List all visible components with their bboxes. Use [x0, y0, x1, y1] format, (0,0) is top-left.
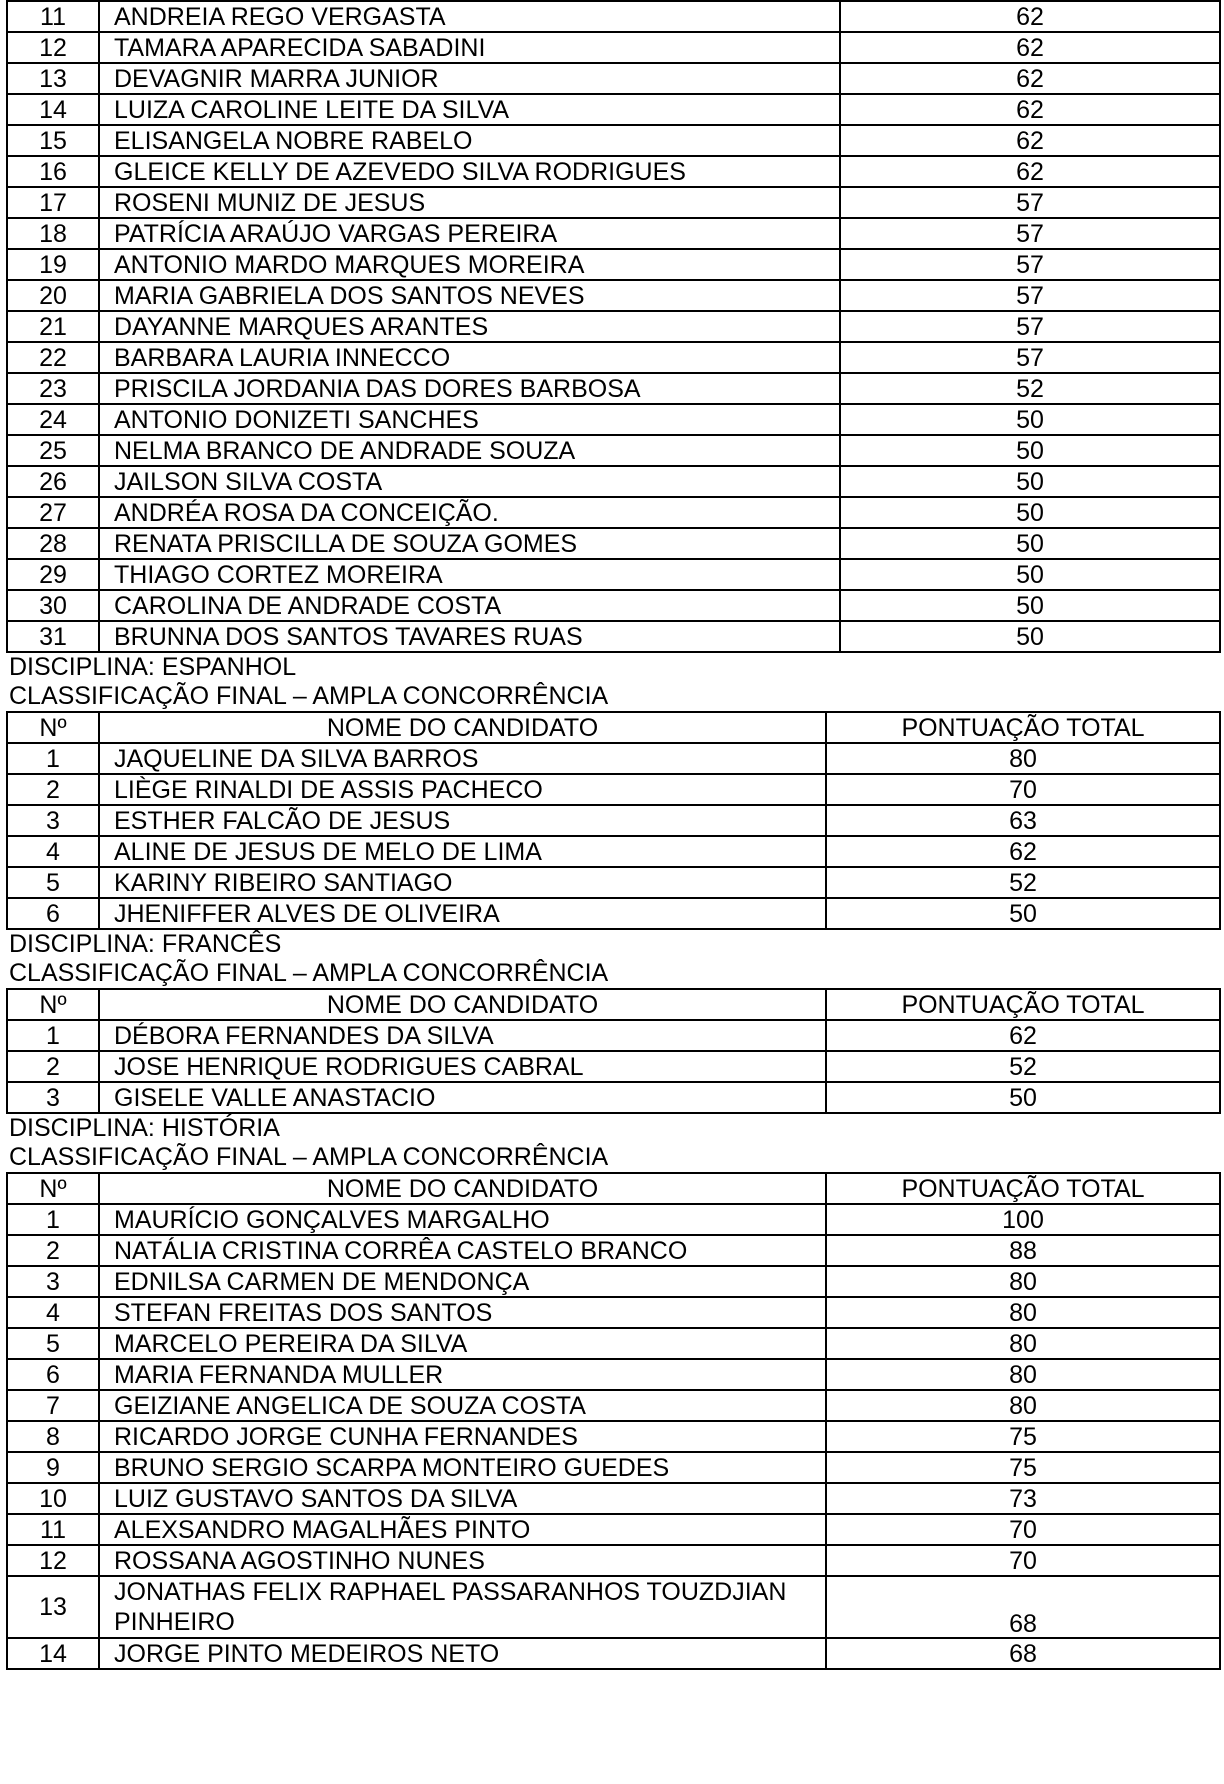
header-score: PONTUAÇÃO TOTAL	[826, 1173, 1220, 1204]
total-score: 100	[826, 1204, 1220, 1235]
table-row	[7, 1576, 1220, 1638]
candidate-name: PRISCILA JORDANIA DAS DORES BARBOSA	[99, 373, 840, 404]
table-row	[7, 311, 1220, 342]
total-score: 57	[840, 187, 1220, 218]
total-score: 50	[840, 590, 1220, 621]
row-number: 21	[7, 311, 99, 342]
header-num: Nº	[7, 989, 99, 1020]
header-num: Nº	[7, 712, 99, 743]
candidate-name: DAYANNE MARQUES ARANTES	[99, 311, 840, 342]
table-row	[7, 867, 1220, 898]
candidate-name: ALINE DE JESUS DE MELO DE LIMA	[99, 836, 826, 867]
candidate-name: RICARDO JORGE CUNHA FERNANDES	[99, 1421, 826, 1452]
row-number: 5	[7, 1328, 99, 1359]
row-number: 13	[7, 63, 99, 94]
candidate-name: MARCELO PEREIRA DA SILVA	[99, 1328, 826, 1359]
candidate-name: RENATA PRISCILLA DE SOUZA GOMES	[99, 528, 840, 559]
row-number: 20	[7, 280, 99, 311]
row-number: 22	[7, 342, 99, 373]
row-number: 19	[7, 249, 99, 280]
candidate-name: NATÁLIA CRISTINA CORRÊA CASTELO BRANCO	[99, 1235, 826, 1266]
table-row	[7, 774, 1220, 805]
candidate-name: DEVAGNIR MARRA JUNIOR	[99, 63, 840, 94]
table-header-row	[7, 1173, 1220, 1204]
table-row	[7, 1359, 1220, 1390]
classification-title-espanhol: CLASSIFICAÇÃO FINAL – AMPLA CONCORRÊNCIA	[9, 682, 609, 710]
row-number: 9	[7, 1452, 99, 1483]
row-number: 4	[7, 1297, 99, 1328]
table-row	[7, 373, 1220, 404]
candidate-name: BRUNO SERGIO SCARPA MONTEIRO GUEDES	[99, 1452, 826, 1483]
classification-title-historia: CLASSIFICAÇÃO FINAL – AMPLA CONCORRÊNCIA	[9, 1143, 609, 1171]
row-number: 26	[7, 466, 99, 497]
candidate-name: BARBARA LAURIA INNECCO	[99, 342, 840, 373]
total-score: 73	[826, 1483, 1220, 1514]
total-score: 57	[840, 342, 1220, 373]
table-row	[7, 125, 1220, 156]
row-number: 6	[7, 898, 99, 929]
table-row	[7, 63, 1220, 94]
table-row	[7, 466, 1220, 497]
row-number: 31	[7, 621, 99, 652]
table-row	[7, 1204, 1220, 1235]
candidate-name: JONATHAS FELIX RAPHAEL PASSARANHOS TOUZDJIAN PINHEIRO	[99, 1576, 826, 1638]
candidate-name: EDNILSA CARMEN DE MENDONÇA	[99, 1266, 826, 1297]
total-score: 57	[840, 280, 1220, 311]
total-score: 50	[840, 621, 1220, 652]
row-number: 3	[7, 1082, 99, 1113]
header-name: NOME DO CANDIDATO	[99, 1173, 826, 1204]
total-score: 68	[826, 1638, 1220, 1669]
row-number: 30	[7, 590, 99, 621]
row-number: 1	[7, 1204, 99, 1235]
candidate-name: ROSSANA AGOSTINHO NUNES	[99, 1545, 826, 1576]
row-number: 3	[7, 805, 99, 836]
total-score: 50	[840, 435, 1220, 466]
total-score: 50	[840, 559, 1220, 590]
row-number: 10	[7, 1483, 99, 1514]
total-score: 80	[826, 743, 1220, 774]
table-header-row	[7, 712, 1220, 743]
table-row	[7, 1638, 1220, 1669]
row-number: 27	[7, 497, 99, 528]
total-score: 62	[840, 156, 1220, 187]
row-number: 24	[7, 404, 99, 435]
table-row	[7, 1020, 1220, 1051]
row-number: 12	[7, 32, 99, 63]
row-number: 14	[7, 1638, 99, 1669]
row-number: 14	[7, 94, 99, 125]
row-number: 13	[7, 1576, 99, 1638]
candidate-name: DÉBORA FERNANDES DA SILVA	[99, 1020, 826, 1051]
row-number: 4	[7, 836, 99, 867]
candidate-name: TAMARA APARECIDA SABADINI	[99, 32, 840, 63]
row-number: 11	[7, 1514, 99, 1545]
document-page	[6, 0, 1221, 1670]
results-table-continued	[6, 0, 1221, 653]
results-table-historia	[6, 1172, 1221, 1670]
candidate-name: JHENIFFER ALVES DE OLIVEIRA	[99, 898, 826, 929]
total-score: 52	[826, 867, 1220, 898]
candidate-name: LIÈGE RINALDI DE ASSIS PACHECO	[99, 774, 826, 805]
header-num: Nº	[7, 1173, 99, 1204]
table-row	[7, 32, 1220, 63]
total-score: 50	[826, 1082, 1220, 1113]
table-row	[7, 342, 1220, 373]
row-number: 18	[7, 218, 99, 249]
table-row	[7, 1235, 1220, 1266]
total-score: 70	[826, 774, 1220, 805]
row-number: 5	[7, 867, 99, 898]
total-score: 88	[826, 1235, 1220, 1266]
table-row	[7, 559, 1220, 590]
candidate-name: GLEICE KELLY DE AZEVEDO SILVA RODRIGUES	[99, 156, 840, 187]
candidate-name: ANDREIA REGO VERGASTA	[99, 1, 840, 32]
discipline-title-frances: DISCIPLINA: FRANCÊS	[9, 930, 282, 958]
candidate-name: ELISANGELA NOBRE RABELO	[99, 125, 840, 156]
total-score: 57	[840, 249, 1220, 280]
total-score: 62	[840, 63, 1220, 94]
table-row	[7, 1452, 1220, 1483]
total-score: 68	[826, 1576, 1220, 1638]
total-score: 50	[840, 528, 1220, 559]
row-number: 1	[7, 1020, 99, 1051]
table-row	[7, 836, 1220, 867]
table-row	[7, 1051, 1220, 1082]
row-number: 15	[7, 125, 99, 156]
total-score: 80	[826, 1359, 1220, 1390]
row-number: 12	[7, 1545, 99, 1576]
table-row	[7, 1421, 1220, 1452]
candidate-name: KARINY RIBEIRO SANTIAGO	[99, 867, 826, 898]
total-score: 80	[826, 1328, 1220, 1359]
total-score: 50	[840, 404, 1220, 435]
row-number: 29	[7, 559, 99, 590]
table-row	[7, 1514, 1220, 1545]
header-name: NOME DO CANDIDATO	[99, 712, 826, 743]
total-score: 62	[840, 125, 1220, 156]
table-header-row	[7, 989, 1220, 1020]
row-number: 11	[7, 1, 99, 32]
row-number: 28	[7, 528, 99, 559]
table-row	[7, 156, 1220, 187]
total-score: 52	[826, 1051, 1220, 1082]
total-score: 80	[826, 1390, 1220, 1421]
header-score: PONTUAÇÃO TOTAL	[826, 989, 1220, 1020]
row-number: 25	[7, 435, 99, 466]
candidate-name: MARIA FERNANDA MULLER	[99, 1359, 826, 1390]
candidate-name: JOSE HENRIQUE RODRIGUES CABRAL	[99, 1051, 826, 1082]
table-row	[7, 249, 1220, 280]
candidate-name: ANDRÉA ROSA DA CONCEIÇÃO.	[99, 497, 840, 528]
table-row	[7, 187, 1220, 218]
total-score: 63	[826, 805, 1220, 836]
table-row	[7, 528, 1220, 559]
candidate-name: JAQUELINE DA SILVA BARROS	[99, 743, 826, 774]
row-number: 23	[7, 373, 99, 404]
table-row	[7, 1082, 1220, 1113]
total-score: 50	[840, 497, 1220, 528]
candidate-name: CAROLINA DE ANDRADE COSTA	[99, 590, 840, 621]
discipline-title-historia: DISCIPLINA: HISTÓRIA	[9, 1114, 280, 1142]
candidate-name: ROSENI MUNIZ DE JESUS	[99, 187, 840, 218]
table-row	[7, 404, 1220, 435]
total-score: 57	[840, 218, 1220, 249]
candidate-name: NELMA BRANCO DE ANDRADE SOUZA	[99, 435, 840, 466]
row-number: 2	[7, 774, 99, 805]
candidate-name: JORGE PINTO MEDEIROS NETO	[99, 1638, 826, 1669]
total-score: 62	[826, 1020, 1220, 1051]
row-number: 17	[7, 187, 99, 218]
candidate-name: MARIA GABRIELA DOS SANTOS NEVES	[99, 280, 840, 311]
table-row	[7, 94, 1220, 125]
row-number: 2	[7, 1235, 99, 1266]
candidate-name: JAILSON SILVA COSTA	[99, 466, 840, 497]
candidate-name: PATRÍCIA ARAÚJO VARGAS PEREIRA	[99, 218, 840, 249]
table-row	[7, 621, 1220, 652]
candidate-name: STEFAN FREITAS DOS SANTOS	[99, 1297, 826, 1328]
table-row	[7, 497, 1220, 528]
table-row	[7, 1483, 1220, 1514]
candidate-name: THIAGO CORTEZ MOREIRA	[99, 559, 840, 590]
total-score: 50	[840, 466, 1220, 497]
table-row	[7, 1, 1220, 32]
candidate-name: MAURÍCIO GONÇALVES MARGALHO	[99, 1204, 826, 1235]
total-score: 75	[826, 1452, 1220, 1483]
total-score: 62	[840, 1, 1220, 32]
row-number: 2	[7, 1051, 99, 1082]
row-number: 8	[7, 1421, 99, 1452]
total-score: 70	[826, 1545, 1220, 1576]
table-row	[7, 590, 1220, 621]
total-score: 75	[826, 1421, 1220, 1452]
total-score: 80	[826, 1297, 1220, 1328]
classification-title-frances: CLASSIFICAÇÃO FINAL – AMPLA CONCORRÊNCIA	[9, 959, 609, 987]
total-score: 62	[840, 32, 1220, 63]
total-score: 80	[826, 1266, 1220, 1297]
total-score: 62	[840, 94, 1220, 125]
table-row	[7, 1328, 1220, 1359]
total-score: 70	[826, 1514, 1220, 1545]
candidate-name: LUIZA CAROLINE LEITE DA SILVA	[99, 94, 840, 125]
table-row	[7, 280, 1220, 311]
discipline-title-espanhol: DISCIPLINA: ESPANHOL	[9, 653, 297, 681]
header-name: NOME DO CANDIDATO	[99, 989, 826, 1020]
candidate-name: ALEXSANDRO MAGALHÃES PINTO	[99, 1514, 826, 1545]
table-row	[7, 1390, 1220, 1421]
row-number: 6	[7, 1359, 99, 1390]
row-number: 3	[7, 1266, 99, 1297]
total-score: 62	[826, 836, 1220, 867]
table-row	[7, 435, 1220, 466]
results-table-frances	[6, 988, 1221, 1114]
total-score: 52	[840, 373, 1220, 404]
row-number: 1	[7, 743, 99, 774]
header-score: PONTUAÇÃO TOTAL	[826, 712, 1220, 743]
table-row	[7, 218, 1220, 249]
candidate-name: GEIZIANE ANGELICA DE SOUZA COSTA	[99, 1390, 826, 1421]
candidate-name: GISELE VALLE ANASTACIO	[99, 1082, 826, 1113]
candidate-name: BRUNNA DOS SANTOS TAVARES RUAS	[99, 621, 840, 652]
candidate-name: ANTONIO MARDO MARQUES MOREIRA	[99, 249, 840, 280]
table-row	[7, 1297, 1220, 1328]
candidate-name: LUIZ GUSTAVO SANTOS DA SILVA	[99, 1483, 826, 1514]
results-table-espanhol	[6, 711, 1221, 930]
table-row	[7, 1266, 1220, 1297]
table-row	[7, 743, 1220, 774]
total-score: 50	[826, 898, 1220, 929]
row-number: 7	[7, 1390, 99, 1421]
table-row	[7, 1545, 1220, 1576]
row-number: 16	[7, 156, 99, 187]
table-row	[7, 898, 1220, 929]
candidate-name: ANTONIO DONIZETI SANCHES	[99, 404, 840, 435]
candidate-name: ESTHER FALCÃO DE JESUS	[99, 805, 826, 836]
total-score: 57	[840, 311, 1220, 342]
table-row	[7, 805, 1220, 836]
